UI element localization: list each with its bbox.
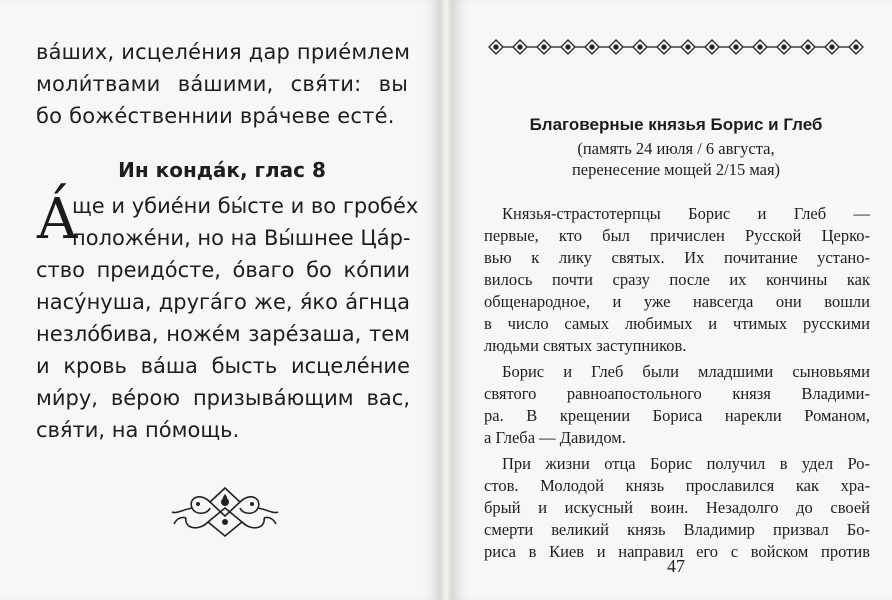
text-line: ство преидо́сте, о́ваго бо ко́пии	[36, 258, 410, 282]
kondak-text	[36, 187, 419, 446]
article-title: Благоверные князья Борис и Глеб	[529, 115, 823, 134]
left-top-paragraph	[36, 36, 411, 132]
text-line: в число самых любимых и чтимых русскими	[484, 314, 870, 333]
text-line: и кровь ва́ша бысть исцеле́ние	[36, 354, 410, 378]
article-body	[484, 203, 870, 563]
text-line: общенародное, и уже навсегда они вошли	[484, 292, 870, 311]
text-line: свя́ти, на по́мощь.	[36, 418, 240, 442]
drop-cap-letter: А́	[36, 187, 79, 252]
text-line: смерти великий князь Владимир призвал Бо-	[484, 520, 870, 539]
text-line: риса в Киев и направил его с войском против	[484, 542, 870, 561]
text-line: вью к лику святых. Их почитание устано-	[484, 248, 870, 267]
book-gutter	[440, 0, 452, 600]
paragraph	[484, 361, 870, 449]
subtitle-line: (память 24 июля / 6 августа,	[577, 139, 775, 158]
text-line: стов. Молодой князь прославился как хра-	[484, 476, 870, 495]
text-line: святого равноапостольного князя Владими-	[484, 384, 870, 403]
paragraph	[484, 203, 870, 357]
text-line: ра. В крещении Бориса нарекли Романом,	[484, 406, 870, 425]
text-line: ва́ших, исцеле́ния дар прие́млем	[36, 40, 411, 64]
article-subtitle	[480, 138, 872, 180]
text-line: ми́ру, ве́рою призыва́ющим вас,	[36, 386, 410, 410]
floral-ornament-icon	[170, 484, 280, 540]
right-page	[452, 0, 892, 600]
text-line: положе́ни, но на Вы́шнее Ца́р-	[72, 226, 411, 250]
text-line: ще и убие́ни бы́сте и во гробе́х	[72, 194, 419, 218]
text-line: людьми святых заступников.	[484, 336, 687, 355]
paragraph	[484, 453, 870, 563]
text-line: брый и искусный воин. Незадолго до своей	[484, 498, 870, 517]
text-line: моли́твами ва́шими, свя́ти: вы	[36, 72, 408, 96]
text-line: первые, кто был причислен Русской Церко-	[484, 226, 870, 245]
text-line: бо боже́ственнии вра́чеве есте́.	[36, 104, 395, 128]
text-line: вилось почти сразу после их кончины как	[484, 270, 870, 289]
left-page	[0, 0, 440, 600]
text-line: насу́нуша, друга́го же, я́ко а́гнца	[36, 290, 410, 314]
page-number: 47	[667, 556, 685, 576]
text-line: Князья-страстотерпцы Борис и Глеб —	[502, 204, 870, 223]
diamond-band-ornament-icon	[484, 38, 872, 56]
subtitle-line: перенесение мощей 2/15 мая)	[571, 160, 781, 179]
text-line: Борис и Глеб были младшими сыновьями	[502, 362, 870, 381]
text-line: незло́бива, ноже́м заре́заша, тем	[36, 322, 410, 346]
text-line: При жизни отца Борис получил в удел Ро-	[502, 454, 870, 473]
text-line: а Глеба — Давидом.	[484, 428, 626, 447]
kondak-heading: Ин конда́к, глас 8	[118, 158, 326, 182]
